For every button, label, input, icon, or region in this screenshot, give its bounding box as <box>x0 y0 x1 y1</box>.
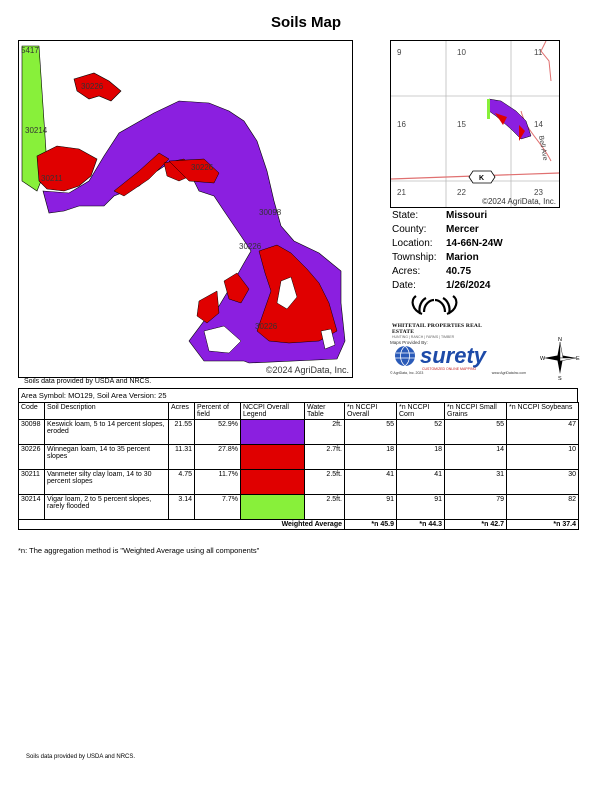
column-header: Percent of field <box>195 403 241 420</box>
info-row: Township: Marion <box>392 252 479 263</box>
section-number: 15 <box>457 120 466 129</box>
column-header: Acres <box>169 403 195 420</box>
legend-swatch <box>241 495 304 519</box>
map-label: 30098 <box>259 208 282 217</box>
column-header: Soil Description <box>45 403 169 420</box>
info-row: Date: 1/26/2024 <box>392 280 491 291</box>
section-number: 22 <box>457 188 466 197</box>
map-label: 5417 <box>21 46 39 55</box>
soils-map[interactable] <box>18 40 353 378</box>
legend-swatch <box>241 470 304 494</box>
source-note: Soils data provided by USDA and NRCS. <box>24 378 152 385</box>
table-row: 30098 Keswick loam, 5 to 14 percent slopes, eroded 21.55 52.9% 2ft. 55 52 55 47 <box>19 420 579 445</box>
legend-swatch <box>241 420 304 444</box>
compass-icon <box>540 336 580 380</box>
column-header: NCCPI Overall Legend <box>241 403 305 420</box>
column-header: *n NCCPI Soybeans <box>507 403 579 420</box>
info-row: State: Missouri <box>392 210 488 221</box>
column-header: *n NCCPI Overall <box>345 403 397 420</box>
section-number: 14 <box>534 120 543 129</box>
section-number: 10 <box>457 48 466 57</box>
section-number: 16 <box>397 120 406 129</box>
table-row: 30211 Vanmeter silty clay loam, 14 to 30 percent slopes 4.75 11.7% 2.5ft. 41 41 31 30 <box>19 470 579 495</box>
parcel-green <box>487 99 490 119</box>
location-map[interactable] <box>390 40 560 208</box>
section-number: 11 <box>534 48 543 57</box>
road-line <box>541 41 551 81</box>
antler-icon <box>392 292 502 318</box>
map-label: 30226 <box>191 163 214 172</box>
section-number: 21 <box>397 188 406 197</box>
whitetail-logo: WHITETAIL PROPERTIES REAL ESTATE HUNTING | RANCH | FARMS | TIMBER <box>392 292 502 332</box>
column-header: *n NCCPI Corn <box>397 403 445 420</box>
road-shield <box>469 171 495 183</box>
map-label: 30226 <box>255 322 278 331</box>
parcel-outline <box>489 99 531 139</box>
section-number: 9 <box>397 48 402 57</box>
street-label: Bell Ave <box>537 135 549 162</box>
table-row: 30226 Winnegan loam, 14 to 35 percent slopes 11.31 27.8% 2.7ft. 18 18 14 10 <box>19 445 579 470</box>
map-label: 30214 <box>25 126 48 135</box>
location-info <box>392 210 572 294</box>
map-label: 30226 <box>239 242 262 251</box>
info-row: Acres: 40.75 <box>392 266 472 277</box>
column-header: Water Table <box>305 403 345 420</box>
surety-logo: Maps Provided By: surety CUSTOMIZED ONLINE MAPPING © AgriData, Inc. 2023 www.AgriDataInc.com <box>390 340 526 375</box>
aggregation-note: *n: The aggregation method is "Weighted Average using all components" <box>18 546 260 555</box>
table-row: 30214 Vigar loam, 2 to 5 percent slopes, rarely flooded 3.14 7.7% 2.5ft. 91 91 79 82 <box>19 495 579 520</box>
area-header: Area Symbol: MO129, Soil Area Version: 25 <box>18 388 578 402</box>
svg-text:W: W <box>540 356 546 362</box>
svg-text:E: E <box>576 356 580 362</box>
info-row: County: Mercer <box>392 224 479 235</box>
footer-note: Soils data provided by USDA and NRCS. <box>26 754 136 760</box>
globe-icon <box>390 345 420 367</box>
map-label: 30211 <box>41 174 63 183</box>
svg-text:K: K <box>479 175 485 182</box>
soils-table <box>18 388 578 530</box>
column-header: *n NCCPI Small Grains <box>445 403 507 420</box>
column-header: Code <box>19 403 45 420</box>
page-title: Soils Map <box>270 14 341 31</box>
section-number: 23 <box>534 188 543 197</box>
svg-text:S: S <box>558 376 562 380</box>
map-copyright: ©2024 AgriData, Inc. <box>265 365 349 375</box>
info-row: Location: 14-66N-24W <box>392 238 503 249</box>
svg-text:N: N <box>558 337 562 343</box>
table-header-row <box>19 403 579 420</box>
map-label: 30226 <box>81 82 104 91</box>
inset-copyright: ©2024 AgriData, Inc. <box>482 197 556 206</box>
weighted-average-row: Weighted Average *n 45.9 *n 44.3 *n 42.7 *n 37.4 <box>19 520 579 530</box>
legend-swatch <box>241 445 304 469</box>
